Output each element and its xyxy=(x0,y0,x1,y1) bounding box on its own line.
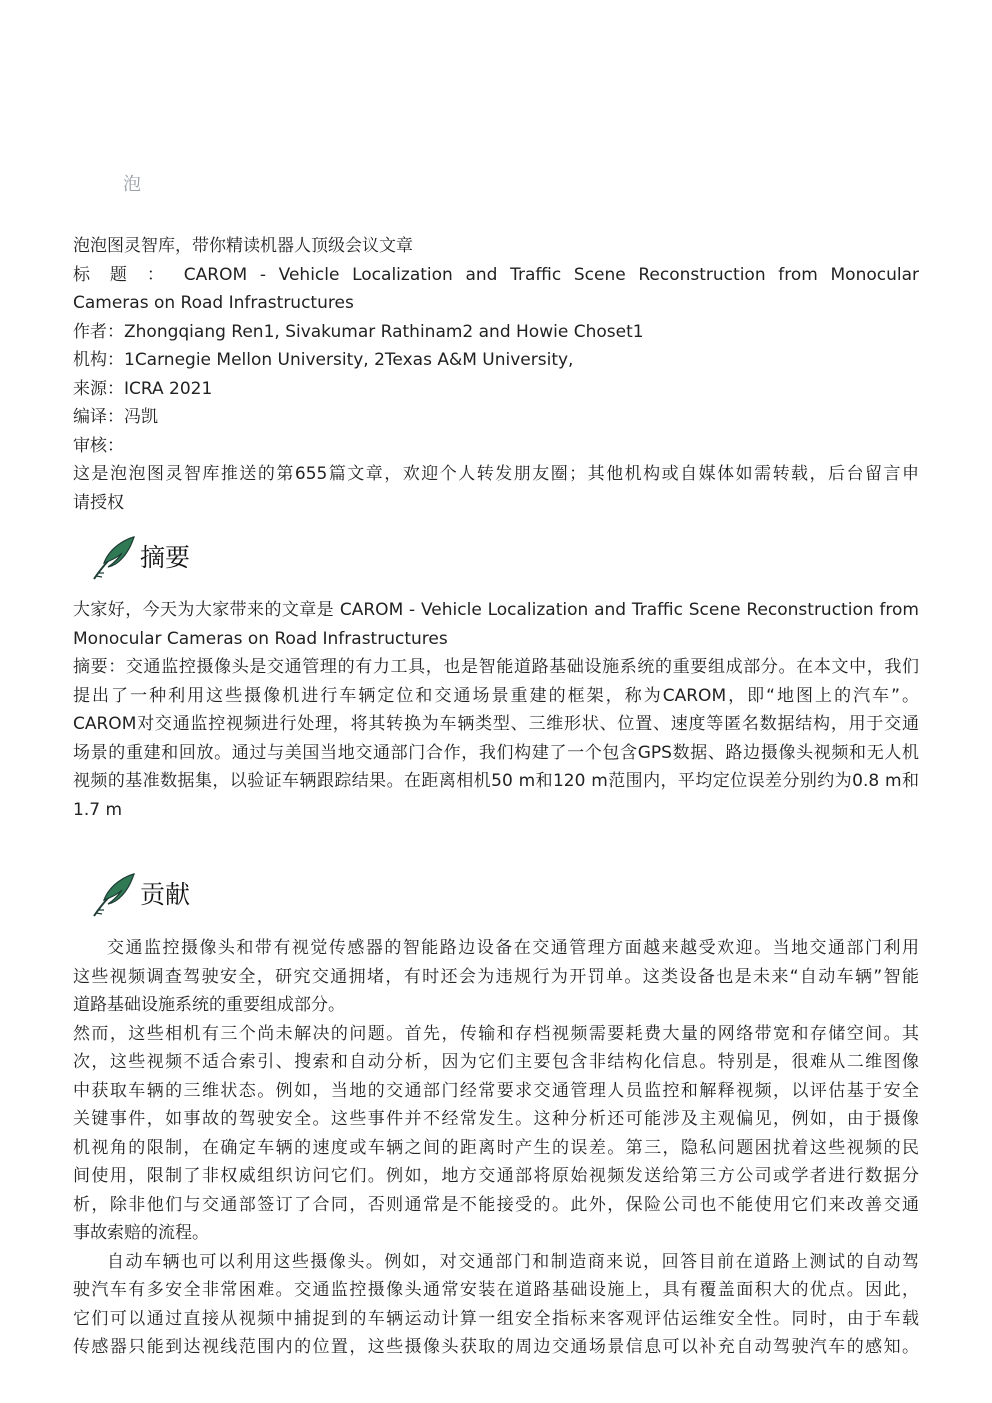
contrib-line: 交通监控摄像头和带有视觉传感器的智能路边设备在交通管理方面越来越受欢迎。当地交通部门利用 xyxy=(107,938,919,958)
contrib-line: 然而，这些相机有三个尚未解决的问题。首先，传输和存档视频需要耗费大量的网络带宽和存储空间。其 xyxy=(73,1023,919,1044)
source-line: 来源：ICRA 2021 xyxy=(73,378,213,399)
reviewer-line: 审核： xyxy=(73,435,124,456)
affiliation-line: 机构：1Carnegie Mellon University, 2Texas A&M University, xyxy=(73,350,574,370)
notice-line-1: 这是泡泡图灵智库推送的第655篇文章，欢迎个人转发朋友圈；其他机构或自媒体如需转载，后台留言申 xyxy=(73,464,919,484)
contrib-line: 它们可以通过直接从视频中捕捉到的车辆运动计算一组安全指标来客观评估运维安全性。同时，由于车载 xyxy=(73,1308,919,1329)
contrib-line: 道路基础设施系统的重要组成部分。 xyxy=(73,995,345,1015)
abstract-line: CAROM对交通监控视频进行处理，将其转换为车辆类型、三维形状、位置、速度等匿名数据结构，用于交通 xyxy=(73,714,919,734)
contrib-line: 传感器只能到达视线范围内的位置，这些摄像头获取的周边交通场景信息可以补充自动驾驶汽车的感知。 xyxy=(73,1337,919,1357)
feather-icon xyxy=(88,533,140,583)
contrib-heading xyxy=(88,870,190,920)
abstract-line: 提出了一种利用这些摄像机进行车辆定位和交通场景重建的框架，称为CAROM，即“地图上的汽车”。 xyxy=(73,685,919,706)
abstract-line: 1.7 m xyxy=(73,799,122,820)
contrib-line: 机视角的限制，在确定车辆的速度或车辆之间的距离时产生的误差。第三，隐私问题困扰着这些视频的民 xyxy=(73,1137,919,1158)
translator-line: 编译：冯凯 xyxy=(73,407,158,427)
abstract-line: 摘要：交通监控摄像头是交通管理的有力工具，也是智能道路基础设施系统的重要组成部分。在本文中，我们 xyxy=(73,657,919,677)
article-meta xyxy=(73,232,919,517)
abstract-title: 摘要 xyxy=(140,543,191,572)
intro-line: 泡泡图灵智库，带你精读机器人顶级会议文章 xyxy=(73,236,413,256)
contrib-title: 贡献 xyxy=(140,880,191,909)
abstract-line: 大家好，今天为大家带来的文章是 CAROM - Vehicle Localization and Traffic Scene Reconstruction from xyxy=(73,600,919,620)
contrib-line: 中获取车辆的三维状态。例如，当地的交通部门经常要求交通管理人员监控和解释视频，以评估基于安全 xyxy=(73,1080,919,1101)
contrib-line: 这些视频调查驾驶安全，研究交通拥堵，有时还会为违规行为开罚单。这类设备也是未来“自动车辆”智能 xyxy=(73,966,919,987)
abstract-line: 场景的重建和回放。通过与美国当地交通部门合作，我们构建了一个包含GPS数据、路边摄像头视频和无人机 xyxy=(73,742,919,763)
contrib-line: 间使用，限制了非权威组织访问它们。例如，地方交通部将原始视频发送给第三方公司或学者进行数据分 xyxy=(73,1166,919,1186)
abstract-heading xyxy=(88,533,190,583)
abstract-line: 视频的基准数据集，以验证车辆跟踪结果。在距离相机50 m和120 m范围内，平均定位误差分别约为0.8 m和 xyxy=(73,771,919,791)
contrib-line: 驶汽车有多安全非常困难。交通监控摄像头通常安装在道路基础设施上，具有覆盖面积大的优点。因此， xyxy=(73,1280,919,1300)
authors-line: 作者：Zhongqiang Ren1, Sivakumar Rathinam2 and Howie Choset1 xyxy=(73,321,644,342)
notice-line-2: 请授权 xyxy=(73,492,124,513)
title-line-2: Cameras on Road Infrastructures xyxy=(73,293,354,313)
contrib-body xyxy=(73,934,919,1362)
feather-icon xyxy=(88,870,140,920)
contrib-line: 次，这些视频不适合索引、搜索和自动分析，因为它们主要包含非结构化信息。特别是，很难从二维图像 xyxy=(73,1052,919,1072)
contrib-line: 事故索赔的流程。 xyxy=(73,1223,209,1243)
contrib-line: 关键事件，如事故的驾驶安全。这些事件并不经常发生。这种分析还可能涉及主观偏见，例如，由于摄像 xyxy=(73,1109,919,1129)
logo-mark: 泡 xyxy=(123,174,141,195)
abstract-line: Monocular Cameras on Road Infrastructures xyxy=(73,628,448,649)
contrib-line: 自动车辆也可以利用这些摄像头。例如，对交通部门和制造商来说，回答目前在道路上测试的自动驾 xyxy=(107,1251,919,1272)
title-line-1: 标 题 ： CAROM - Vehicle Localization and Traffic Scene Reconstruction from Monocular xyxy=(73,264,919,285)
contrib-line: 析，除非他们与交通部签订了合同，否则通常是不能接受的。此外，保险公司也不能使用它们来改善交通 xyxy=(73,1194,919,1215)
abstract-body xyxy=(73,596,919,824)
